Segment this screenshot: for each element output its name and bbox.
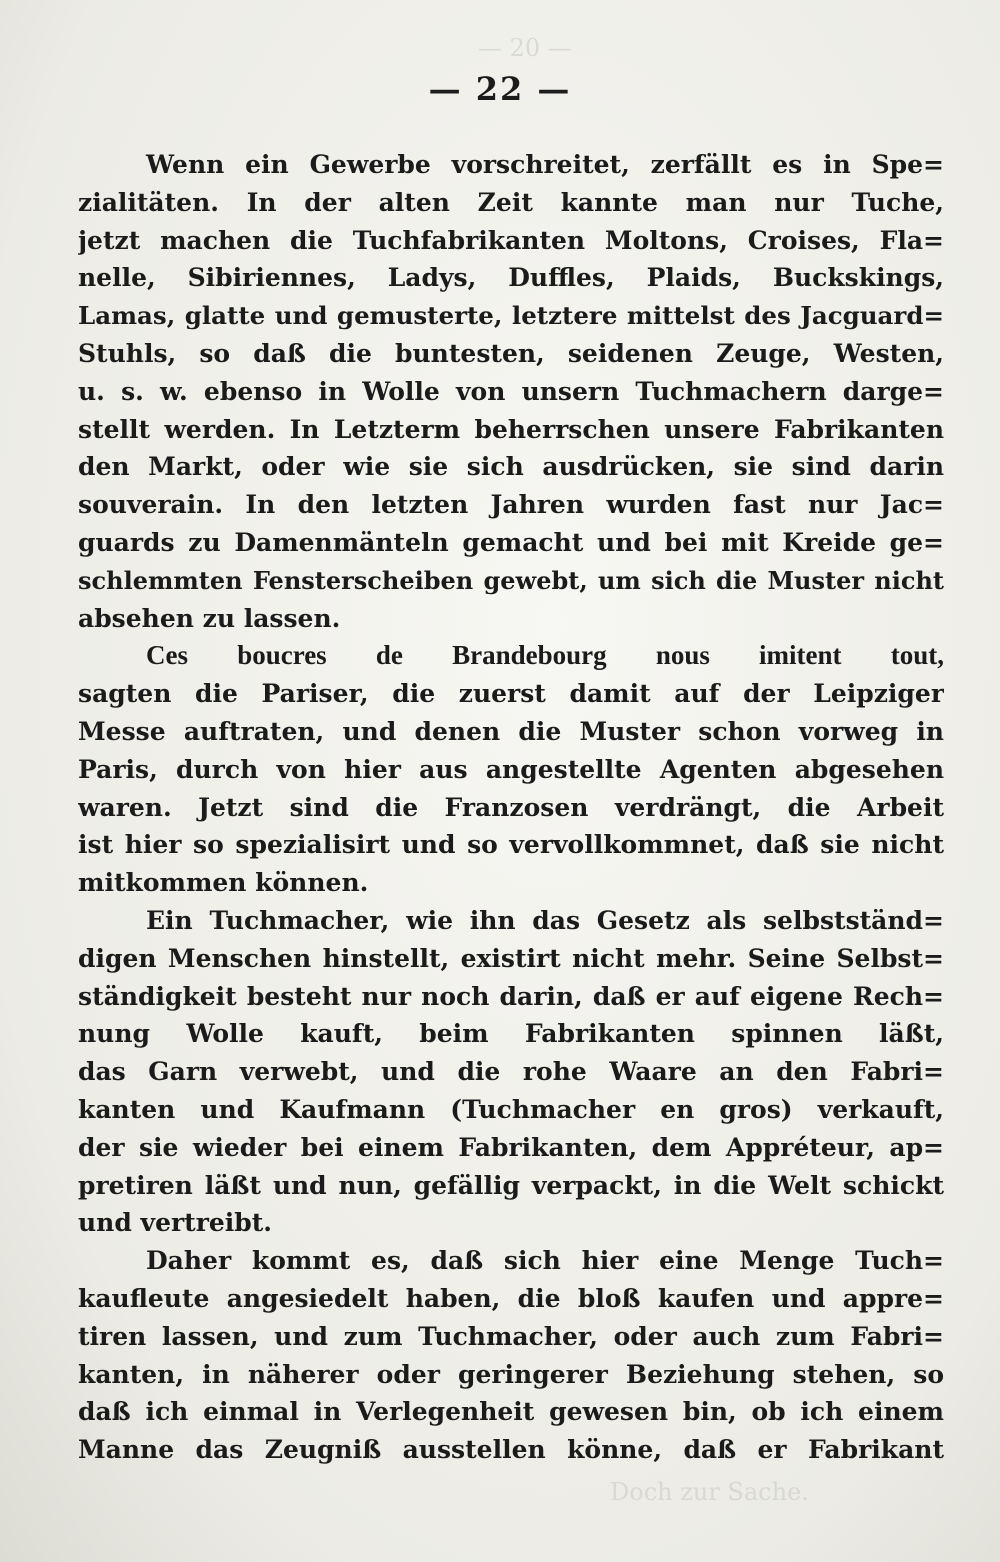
text-line: den Markt, oder wie sie sich ausdrücken, sie sind darin bbox=[78, 452, 944, 482]
text-line: Daher kommt es, daß sich hier eine Menge Tuch= bbox=[146, 1246, 944, 1276]
text-line: Ces boucres de Brandebourg nous imitent tout, bbox=[146, 640, 944, 671]
text-line: guards zu Damenmänteln gemacht und bei mit Kreide ge= bbox=[78, 527, 944, 557]
text-line: souverain. In den letzten Jahren wurden fast nur Jac= bbox=[78, 490, 944, 520]
text-line: Stuhls, so daß die buntesten, seidenen Zeuge, Westen, bbox=[78, 338, 944, 368]
text-line: tiren lassen, und zum Tuchmacher, oder auch zum Fabri= bbox=[78, 1321, 944, 1351]
text-line: zialitäten. In der alten Zeit kannte man nur Tuche, bbox=[78, 187, 944, 217]
text-line: pretiren läßt und nun, gefällig verpackt, in die Welt schickt bbox=[78, 1170, 944, 1200]
text-line: jetzt machen die Tuchfabrikanten Moltons, Croises, Fla= bbox=[78, 225, 944, 255]
text-line: Manne das Zeugniß ausstellen könne, daß er Fabrikant bbox=[78, 1435, 944, 1465]
text-line: kanten und Kaufmann (Tuchmacher en gros) verkauft, bbox=[78, 1094, 944, 1124]
text-line: ständigkeit besteht nur noch darin, daß er auf eigene Rech= bbox=[78, 981, 944, 1011]
text-line: das Garn verwebt, und die rohe Waare an den Fabri= bbox=[78, 1057, 944, 1087]
text-line: kaufleute angesiedelt haben, die bloß kaufen und appre= bbox=[78, 1283, 944, 1313]
text-line: kanten, in näherer oder geringerer Beziehung stehen, so bbox=[78, 1359, 944, 1389]
text-line: daß ich einmal in Verlegenheit gewesen bin, ob ich einem bbox=[78, 1397, 944, 1427]
text-line: digen Menschen hinstellt, existirt nicht mehr. Seine Selbst= bbox=[78, 943, 944, 973]
show-through-text-bottom: Doch zur Sache. bbox=[610, 1478, 809, 1506]
text-line: stellt werden. In Letzterm beherrschen unsere Fabrikanten bbox=[78, 414, 944, 444]
text-line: absehen zu lassen. bbox=[78, 603, 341, 633]
text-line: schlemmten Fensterscheiben gewebt, um sich die Muster nicht bbox=[78, 565, 944, 595]
text-line: und vertreibt. bbox=[78, 1208, 272, 1238]
page-number: — 22 — bbox=[428, 70, 572, 108]
body-text bbox=[78, 146, 944, 1469]
show-through-text-top: — 20 — bbox=[478, 34, 572, 62]
text-line: u. s. w. ebenso in Wolle von unsern Tuchmachern darge= bbox=[78, 376, 944, 406]
text-line: sagten die Pariser, die zuerst damit auf der Leipziger bbox=[78, 679, 944, 709]
text-line: Messe auftraten, und denen die Muster schon vorweg in bbox=[78, 716, 944, 746]
text-line: Lamas, glatte und gemusterte, letztere mittelst des Jacguard= bbox=[78, 301, 944, 331]
text-line: der sie wieder bei einem Fabrikanten, dem Appréteur, ap= bbox=[78, 1132, 944, 1162]
text-line: Paris, durch von hier aus angestellte Agenten abgesehen bbox=[78, 754, 944, 784]
text-line: waren. Jetzt sind die Franzosen verdrängt, die Arbeit bbox=[78, 792, 944, 822]
text-line: nung Wolle kauft, beim Fabrikanten spinnen läßt, bbox=[78, 1019, 944, 1049]
text-line: mitkommen können. bbox=[78, 868, 369, 898]
text-line: Wenn ein Gewerbe vorschreitet, zerfällt es in Spe= bbox=[146, 150, 944, 179]
text-line: Ein Tuchmacher, wie ihn das Gesetz als selbstständ= bbox=[146, 905, 944, 935]
text-line: nelle, Sibiriennes, Ladys, Duffles, Plaids, Buckskings, bbox=[78, 263, 944, 293]
text-line: ist hier so spezialisirt und so vervollkommnet, daß sie nicht bbox=[78, 830, 944, 860]
